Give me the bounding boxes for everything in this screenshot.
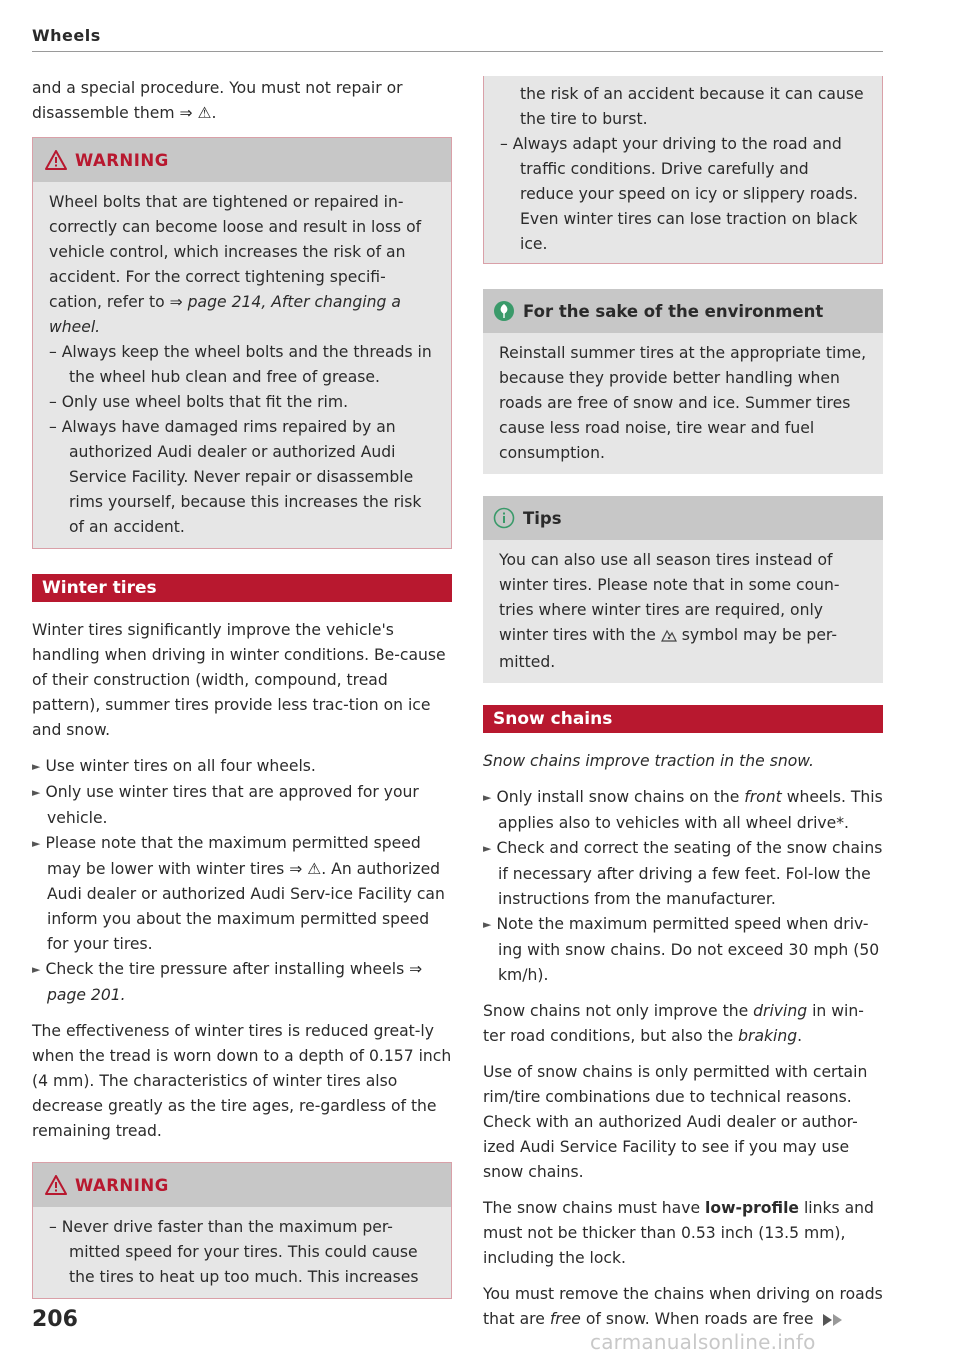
warning-triangle-icon xyxy=(45,1175,67,1195)
winter-tires-paragraph: Winter tires significantly improve the vehicle's handling when driving in winter conditions. Be-cause of their construction (width, compound, tread pattern), summer tires provide less trac-tion on ice and snow. xyxy=(32,621,446,739)
bullet-triangle-icon: ► xyxy=(32,760,41,773)
environment-text: Reinstall summer tires at the appropriate time, because they provide better handling when roads are free of snow and ice. Summer tires cause less road noise, tire wear and fuel consumption. xyxy=(499,344,867,462)
left-column xyxy=(32,76,452,1324)
warning-triangle-icon xyxy=(45,150,67,170)
warning-paragraph-text: Wheel bolts that are tightened or repaired in-correctly can become loose and result in loss of vehicle control, which increases the risk of an accident. For the correct tightening specifi-cation, refer to xyxy=(49,193,422,311)
tread-depth-paragraph: The effectiveness of winter tires is reduced great-ly when the tread is worn down to a depth of 0.157 inch (4 mm). The characteristics of winter tires also decrease greatly as the tire ages, re-gardless of the remaining tread. xyxy=(32,1022,452,1140)
bullet-triangle-icon: ► xyxy=(483,918,492,931)
page-number: 206 xyxy=(32,1307,78,1332)
snow-chains-subtitle: Snow chains improve traction in the snow. xyxy=(483,752,814,770)
list-item: ► Check and correct the seating of the snow chains if necessary after driving a few feet. Fol-low the instructions from the manufacturer. xyxy=(483,839,883,908)
right-column xyxy=(483,76,883,1343)
leaf-icon xyxy=(493,300,515,322)
mountain-snowflake-icon xyxy=(661,625,677,650)
warning-item: – Always adapt your driving to the road and traffic conditions. Drive carefully and reduce your speed on icy or slippery roads. Even winter tires can lose traction on black ice. xyxy=(500,135,858,253)
warning-item: the risk of an accident because it can cause the tire to burst. xyxy=(520,85,864,128)
warning-header xyxy=(33,138,451,182)
warning-item: – Always keep the wheel bolts and the threads in the wheel hub clean and free of grease. xyxy=(49,343,432,386)
list-item: ► Only use winter tires that are approved for your vehicle. xyxy=(32,783,419,827)
list-item: ► Check the tire pressure after installing wheels ⇒ page 201. xyxy=(32,960,423,1004)
intro-paragraph: and a special procedure. You must not repair or disassemble them ⇒ ⚠. xyxy=(32,79,403,122)
bullet-triangle-icon: ► xyxy=(32,786,41,799)
snow-chains-heading: Snow chains xyxy=(483,705,883,733)
tips-header xyxy=(483,496,883,540)
warning-title: WARNING xyxy=(75,150,169,170)
warning-title: WARNING xyxy=(75,1175,169,1195)
header-divider xyxy=(32,51,883,52)
watermark: carmanualsonline.info xyxy=(590,1330,816,1354)
page-section-title: Wheels xyxy=(32,26,101,45)
winter-tires-heading: Winter tires xyxy=(32,574,452,602)
list-item: ► Note the maximum permitted speed when driv-ing with snow chains. Do not exceed 30 mph (50 km/h). xyxy=(483,915,880,984)
bullet-triangle-icon: ► xyxy=(32,837,41,850)
page-reference-link[interactable]: ⇒ page 214, After changing a wheel. xyxy=(49,293,401,336)
bullet-triangle-icon: ► xyxy=(483,842,492,855)
list-item: ► Please note that the maximum permitted speed may be lower with winter tires ⇒ ⚠. An authorized Audi dealer or authorized Audi Serv-ice Facility can inform you about the maximum permitted speed for your tires. xyxy=(32,834,445,953)
warning-paragraph xyxy=(49,190,437,340)
warning-item: – Always have damaged rims repaired by an authorized Audi dealer or authorized Audi Service Facility. Never repair or disassemble rims yourself, because this increases the risk of an accident. xyxy=(49,418,422,536)
info-icon xyxy=(493,507,515,529)
warning-item: – Only use wheel bolts that fit the rim. xyxy=(49,393,349,411)
snow-chains-paragraph: Use of snow chains is only permitted with certain rim/tire combinations due to technical reasons. Check with an authorized Audi dealer or author-ized Audi Service Facility to see if you may use snow chains. xyxy=(483,1063,868,1181)
tips-title: Tips xyxy=(523,508,562,528)
continue-arrow-icon xyxy=(813,1310,842,1328)
tips-box xyxy=(483,496,883,683)
environment-note-box xyxy=(483,289,883,474)
page-reference-link[interactable]: ⇒ page 201. xyxy=(47,960,423,1004)
warning-header xyxy=(33,1163,451,1207)
speed-warning-box xyxy=(32,1162,452,1299)
bullet-triangle-icon: ► xyxy=(483,791,492,804)
tips-text: You can also use all season tires instead of winter tires. Please note that in some coun-tries where winter tires are required, only winter tires with the symbol may be per-mitted. xyxy=(499,551,840,671)
wheel-bolt-warning-box xyxy=(32,137,452,549)
snow-chains-paragraph: Snow chains not only improve the driving in win-ter road conditions, but also the braking. xyxy=(483,1002,864,1045)
warning-item: – Never drive faster than the maximum per-mitted speed for your tires. This could cause the tires to heat up too much. This increases xyxy=(49,1218,419,1286)
environment-header xyxy=(483,289,883,333)
list-item: ► Only install snow chains on the front wheels. This applies also to vehicles with all wheel drive*. xyxy=(483,788,883,832)
environment-title: For the sake of the environment xyxy=(523,301,824,321)
bullet-triangle-icon: ► xyxy=(32,963,41,976)
snow-chains-paragraph: You must remove the chains when driving on roads that are free of snow. When roads are free xyxy=(483,1285,883,1328)
speed-warning-continued xyxy=(483,76,883,264)
list-item: ► Use winter tires on all four wheels. xyxy=(32,757,316,775)
snow-chains-paragraph: The snow chains must have low-profile links and must not be thicker than 0.53 inch (13.5 mm), including the lock. xyxy=(483,1199,874,1267)
